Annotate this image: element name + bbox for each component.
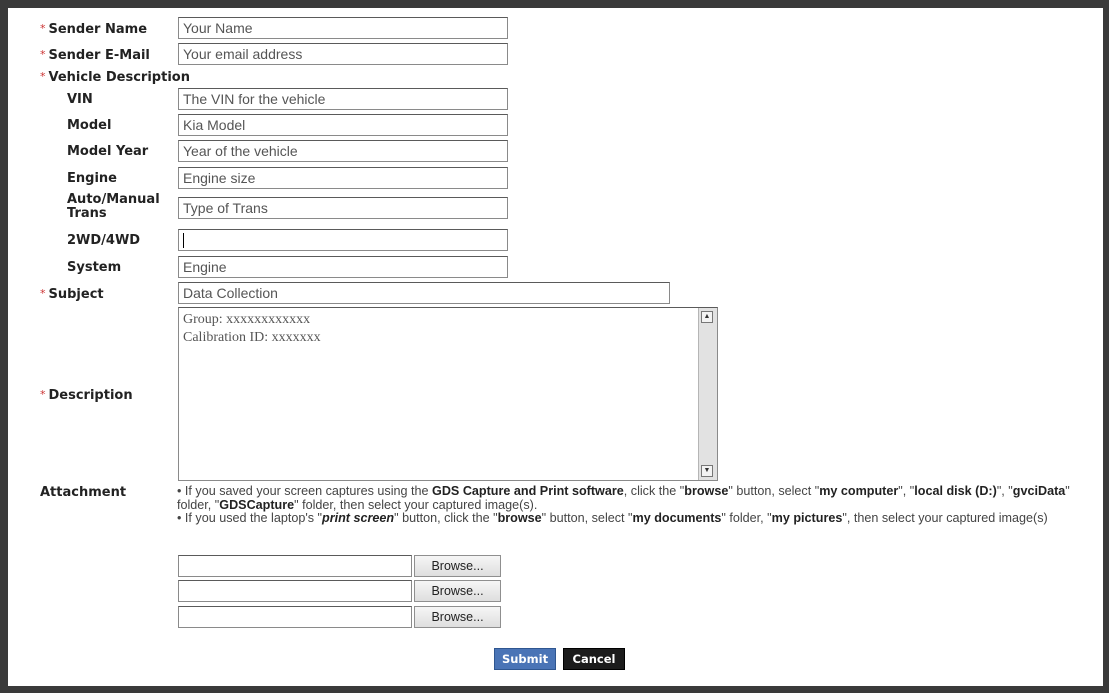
- required-marker: *: [40, 287, 46, 300]
- sender-name-input[interactable]: Your Name: [178, 17, 508, 39]
- required-marker: *: [40, 70, 46, 83]
- description-line-1: Group: xxxxxxxxxxxx: [183, 312, 311, 327]
- attachment-help-2: • If you used the laptop's "print screen" button, click the "browse" button, select "my documents" folder, "my pictures", then select your captured image(s): [177, 511, 1048, 525]
- sender-email-input[interactable]: Your email address: [178, 43, 508, 65]
- engine-input[interactable]: Engine size: [178, 167, 508, 189]
- trans-label-line1: Auto/Manual: [67, 192, 160, 207]
- submit-button[interactable]: Submit: [494, 648, 556, 670]
- attachment-label: Attachment: [40, 485, 127, 500]
- system-input[interactable]: Engine: [178, 256, 508, 278]
- trans-label: [67, 193, 160, 221]
- model-year-input[interactable]: Year of the vehicle: [178, 140, 508, 162]
- vin-label: VIN: [67, 92, 93, 107]
- browse-button-3[interactable]: Browse...: [414, 606, 501, 628]
- sender-name-label: * Sender Name: [40, 22, 148, 37]
- attachment-help: [177, 485, 1092, 526]
- scroll-up-icon[interactable]: ▲: [701, 311, 713, 323]
- browse-button-2[interactable]: Browse...: [414, 580, 501, 602]
- model-year-label: Model Year: [67, 144, 149, 159]
- trans-input[interactable]: Type of Trans: [178, 197, 508, 219]
- attachment-file-input-3[interactable]: [178, 606, 412, 628]
- required-marker: *: [40, 48, 46, 61]
- trans-label-line2: Trans: [67, 206, 107, 221]
- system-label: System: [67, 260, 122, 275]
- required-marker: *: [40, 388, 46, 401]
- subject-input[interactable]: Data Collection: [178, 282, 670, 304]
- model-label: Model: [67, 118, 112, 133]
- drive-label: 2WD/4WD: [67, 233, 141, 248]
- description-label: * Description: [40, 388, 133, 403]
- required-marker: *: [40, 22, 46, 35]
- drive-input[interactable]: [178, 229, 508, 251]
- browse-button-1[interactable]: Browse...: [414, 555, 501, 577]
- description-line-2: Calibration ID: xxxxxxx: [183, 330, 321, 345]
- sender-email-label: * Sender E-Mail: [40, 48, 150, 63]
- engine-label: Engine: [67, 171, 117, 186]
- cancel-button[interactable]: Cancel: [563, 648, 625, 670]
- vin-input[interactable]: The VIN for the vehicle: [178, 88, 508, 110]
- attachment-help-1: • If you saved your screen captures using the GDS Capture and Print software, click the "browse" button, select "my computer", "local disk (D:)", "gvciData" folder, "GDSCapture" folder, then select your captured image(s).: [177, 484, 1070, 512]
- text-caret: [183, 233, 184, 248]
- vehicle-description-label: * Vehicle Description: [40, 70, 190, 85]
- description-textarea[interactable]: [178, 307, 718, 481]
- description-scrollbar[interactable]: [698, 308, 717, 480]
- scroll-down-icon[interactable]: ▼: [701, 465, 713, 477]
- attachment-file-input-2[interactable]: [178, 580, 412, 602]
- subject-label: * Subject: [40, 287, 104, 302]
- description-text: [183, 311, 321, 347]
- attachment-file-input-1[interactable]: [178, 555, 412, 577]
- model-input[interactable]: Kia Model: [178, 114, 508, 136]
